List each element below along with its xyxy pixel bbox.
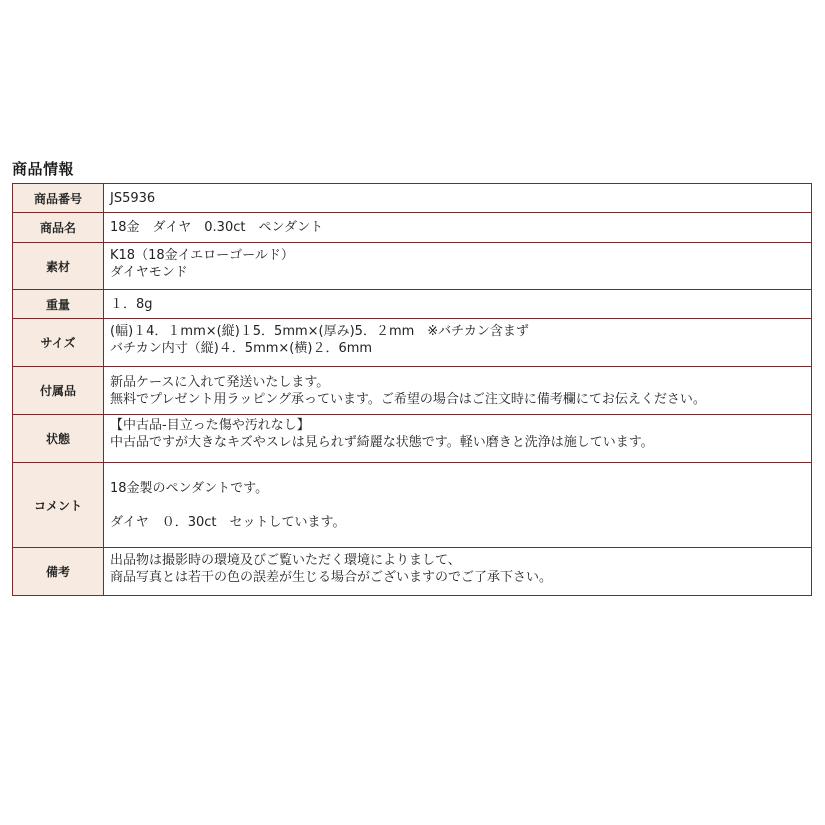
section-title: 商品情報 [12,160,75,178]
comment-value [104,463,812,548]
accessories-label: 付属品 [13,367,104,415]
row-comment [13,463,812,548]
item-number-label: 商品番号 [13,184,104,213]
product-info-table [12,183,812,596]
item-number-value [104,184,812,213]
weight-value [104,290,812,319]
comment-spacer [110,497,805,514]
row-size [13,319,812,367]
accessories-line-1: 新品ケースに入れて発送いたします。 [110,374,330,390]
remarks-value [104,548,812,596]
remarks-label: 備考 [13,548,104,596]
size-line-2: バチカン内寸（縦)４．5mm×(横)２．6mm [110,341,373,356]
row-item-number [13,184,812,213]
row-condition [13,415,812,463]
remarks-line-1: 出品物は撮影時の環境及びご覧いただく環境によりまして、 [110,553,461,568]
size-label: サイズ [13,319,104,367]
accessories-value [104,367,812,415]
material-line-2: ダイヤモンド [110,265,188,280]
row-remarks [13,548,812,596]
size-line-1: (幅)１4．１mm×(縦)１5．5mm×(厚み)5．２mm ※バチカン含まず [110,324,529,339]
condition-line-2: 中古品ですが大きなキズやスレは見られず綺麗な状態です。軽い磨きと洗浄は施しています。 [110,435,654,450]
product-name-text: 18金 ダイヤ 0.30ct ペンダント [110,220,324,235]
material-label: 素材 [13,243,104,290]
comment-label: コメント [13,463,104,548]
comment-line-2: ダイヤ ０．30ct セットしています。 [110,514,346,530]
product-name-label: 商品名 [13,213,104,243]
remarks-line-2: 商品写真とは若干の色の誤差が生じる場合がございますのでご了承下さい。 [110,570,553,585]
row-weight [13,290,812,319]
size-value [104,319,812,367]
item-number-text: JS5936 [110,190,156,206]
row-accessories [13,367,812,415]
row-material [13,243,812,290]
material-value [104,243,812,290]
condition-value [104,415,812,463]
row-product-name [13,213,812,243]
comment-line-1: 18金製のペンダントです。 [110,480,269,496]
weight-label: 重量 [13,290,104,319]
condition-line-1: 【中古品-目立った傷や汚れなし】 [110,418,310,433]
weight-text: １．8g [110,296,153,312]
accessories-line-2: 無料でプレゼント用ラッピング承っています。ご希望の場合はご注文時に備考欄にてお伝えください。 [110,391,706,407]
material-line-1: K18（18金イエローゴールド） [110,248,294,263]
product-name-value [104,213,812,243]
condition-label: 状態 [13,415,104,463]
